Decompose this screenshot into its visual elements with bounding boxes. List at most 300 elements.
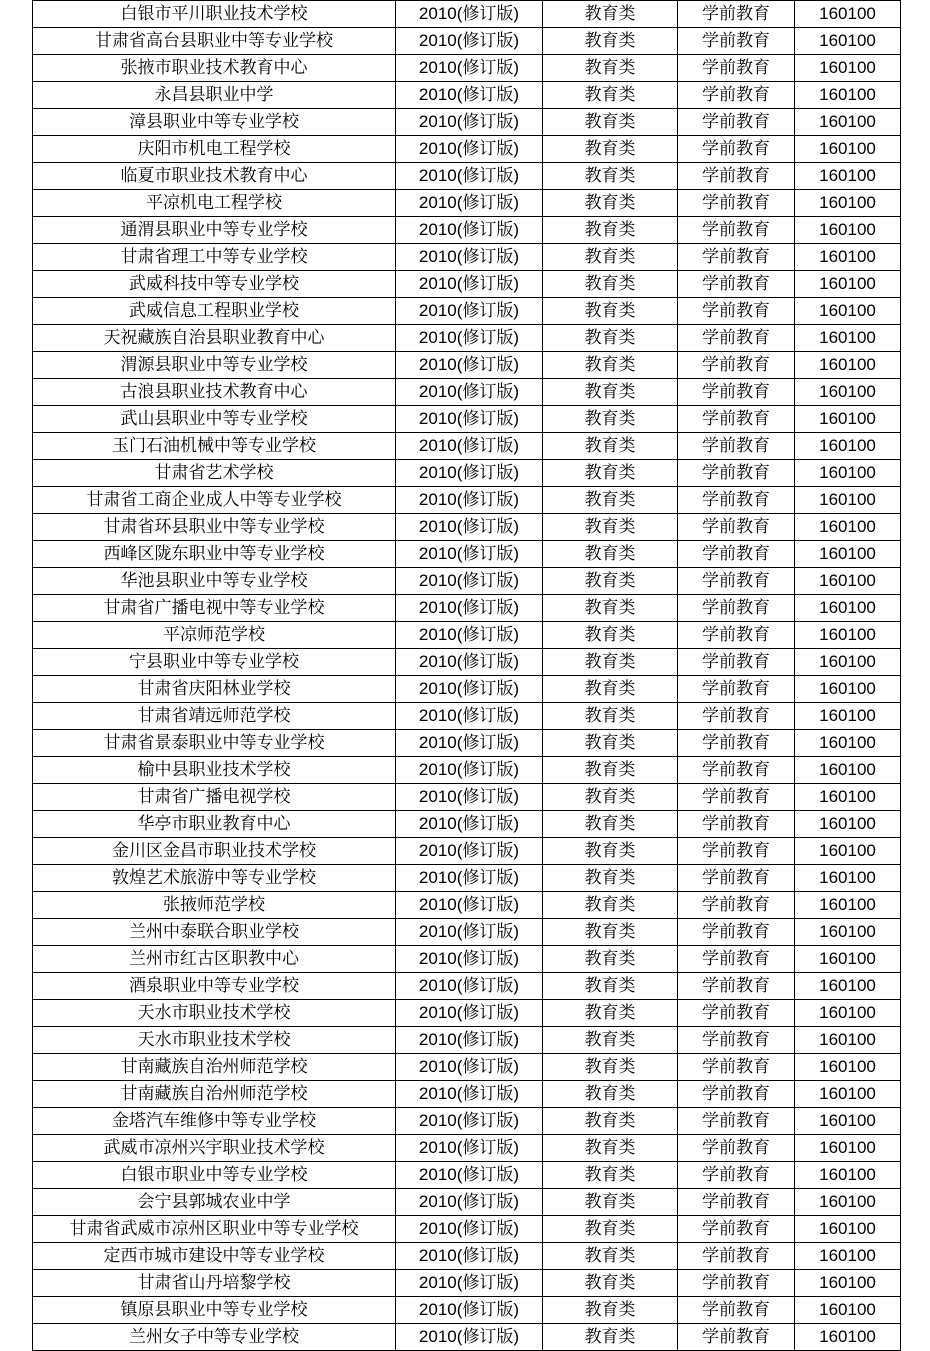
table-row [33, 1, 901, 28]
catalog-version-cell: 2010(修订版) [396, 28, 543, 55]
major-name-cell: 学前教育 [678, 1243, 795, 1270]
school-name-cell: 渭源县职业中等专业学校 [33, 352, 396, 379]
major-category-cell: 教育类 [543, 136, 678, 163]
school-name-cell: 金川区金昌市职业技术学校 [33, 838, 396, 865]
catalog-version-cell: 2010(修订版) [396, 379, 543, 406]
school-name-cell: 武威信息工程职业学校 [33, 298, 396, 325]
table-row [33, 298, 901, 325]
catalog-version-cell: 2010(修订版) [396, 1324, 543, 1351]
major-code-cell: 160100 [795, 703, 901, 730]
major-category-cell: 教育类 [543, 1108, 678, 1135]
major-category-cell: 教育类 [543, 1081, 678, 1108]
major-category-cell: 教育类 [543, 271, 678, 298]
major-category-cell: 教育类 [543, 865, 678, 892]
table-row [33, 136, 901, 163]
major-category-cell: 教育类 [543, 892, 678, 919]
school-name-cell: 武山县职业中等专业学校 [33, 406, 396, 433]
catalog-version-cell: 2010(修订版) [396, 109, 543, 136]
school-name-cell: 甘肃省靖远师范学校 [33, 703, 396, 730]
major-code-cell: 160100 [795, 190, 901, 217]
major-name-cell: 学前教育 [678, 487, 795, 514]
table-row [33, 406, 901, 433]
major-name-cell: 学前教育 [678, 649, 795, 676]
major-category-cell: 教育类 [543, 1135, 678, 1162]
major-name-cell: 学前教育 [678, 82, 795, 109]
table-row [33, 55, 901, 82]
major-category-cell: 教育类 [543, 595, 678, 622]
catalog-version-cell: 2010(修订版) [396, 298, 543, 325]
major-category-cell: 教育类 [543, 325, 678, 352]
table-row [33, 1108, 901, 1135]
table-row [33, 109, 901, 136]
major-code-cell: 160100 [795, 271, 901, 298]
major-category-cell: 教育类 [543, 460, 678, 487]
major-name-cell: 学前教育 [678, 892, 795, 919]
table-row [33, 622, 901, 649]
school-name-cell: 平凉机电工程学校 [33, 190, 396, 217]
table-row [33, 1324, 901, 1351]
major-code-cell: 160100 [795, 784, 901, 811]
catalog-version-cell: 2010(修订版) [396, 1189, 543, 1216]
school-name-cell: 古浪县职业技术教育中心 [33, 379, 396, 406]
catalog-version-cell: 2010(修订版) [396, 163, 543, 190]
major-code-cell: 160100 [795, 946, 901, 973]
major-name-cell: 学前教育 [678, 190, 795, 217]
catalog-version-cell: 2010(修订版) [396, 1000, 543, 1027]
major-code-cell: 160100 [795, 1135, 901, 1162]
school-name-cell: 甘南藏族自治州师范学校 [33, 1081, 396, 1108]
major-name-cell: 学前教育 [678, 1297, 795, 1324]
major-category-cell: 教育类 [543, 298, 678, 325]
major-name-cell: 学前教育 [678, 1081, 795, 1108]
major-name-cell: 学前教育 [678, 784, 795, 811]
major-name-cell: 学前教育 [678, 676, 795, 703]
major-code-cell: 160100 [795, 1189, 901, 1216]
table-row [33, 568, 901, 595]
major-code-cell: 160100 [795, 892, 901, 919]
major-code-cell: 160100 [795, 298, 901, 325]
major-code-cell: 160100 [795, 676, 901, 703]
catalog-version-cell: 2010(修订版) [396, 1162, 543, 1189]
major-name-cell: 学前教育 [678, 1108, 795, 1135]
major-code-cell: 160100 [795, 757, 901, 784]
school-name-cell: 武威市凉州兴宇职业技术学校 [33, 1135, 396, 1162]
catalog-version-cell: 2010(修订版) [396, 1270, 543, 1297]
major-name-cell: 学前教育 [678, 1162, 795, 1189]
table-row [33, 1135, 901, 1162]
catalog-version-cell: 2010(修订版) [396, 1108, 543, 1135]
major-name-cell: 学前教育 [678, 1270, 795, 1297]
school-name-cell: 武威科技中等专业学校 [33, 271, 396, 298]
major-code-cell: 160100 [795, 541, 901, 568]
school-name-cell: 华池县职业中等专业学校 [33, 568, 396, 595]
table-row [33, 460, 901, 487]
catalog-version-cell: 2010(修订版) [396, 55, 543, 82]
catalog-version-cell: 2010(修订版) [396, 730, 543, 757]
major-name-cell: 学前教育 [678, 271, 795, 298]
catalog-version-cell: 2010(修订版) [396, 271, 543, 298]
school-name-cell: 甘肃省工商企业成人中等专业学校 [33, 487, 396, 514]
major-code-cell: 160100 [795, 1297, 901, 1324]
major-category-cell: 教育类 [543, 163, 678, 190]
school-name-cell: 甘南藏族自治州师范学校 [33, 1054, 396, 1081]
school-name-cell: 甘肃省庆阳林业学校 [33, 676, 396, 703]
major-code-cell: 160100 [795, 811, 901, 838]
major-name-cell: 学前教育 [678, 109, 795, 136]
major-category-cell: 教育类 [543, 109, 678, 136]
catalog-version-cell: 2010(修订版) [396, 649, 543, 676]
major-code-cell: 160100 [795, 163, 901, 190]
major-code-cell: 160100 [795, 1027, 901, 1054]
major-code-cell: 160100 [795, 838, 901, 865]
school-name-cell: 临夏市职业技术教育中心 [33, 163, 396, 190]
catalog-version-cell: 2010(修订版) [396, 217, 543, 244]
major-code-cell: 160100 [795, 649, 901, 676]
major-category-cell: 教育类 [543, 649, 678, 676]
major-name-cell: 学前教育 [678, 568, 795, 595]
major-category-cell: 教育类 [543, 379, 678, 406]
major-code-cell: 160100 [795, 1162, 901, 1189]
table-row [33, 433, 901, 460]
major-code-cell: 160100 [795, 1000, 901, 1027]
major-category-cell: 教育类 [543, 1000, 678, 1027]
catalog-version-cell: 2010(修订版) [396, 838, 543, 865]
major-category-cell: 教育类 [543, 1162, 678, 1189]
major-category-cell: 教育类 [543, 1189, 678, 1216]
major-name-cell: 学前教育 [678, 406, 795, 433]
catalog-version-cell: 2010(修订版) [396, 541, 543, 568]
school-name-cell: 兰州市红古区职教中心 [33, 946, 396, 973]
catalog-version-cell: 2010(修订版) [396, 946, 543, 973]
major-category-cell: 教育类 [543, 190, 678, 217]
major-code-cell: 160100 [795, 1324, 901, 1351]
major-name-cell: 学前教育 [678, 514, 795, 541]
catalog-version-cell: 2010(修订版) [396, 460, 543, 487]
major-name-cell: 学前教育 [678, 1324, 795, 1351]
major-category-cell: 教育类 [543, 487, 678, 514]
major-code-cell: 160100 [795, 379, 901, 406]
major-name-cell: 学前教育 [678, 622, 795, 649]
major-code-cell: 160100 [795, 1270, 901, 1297]
major-code-cell: 160100 [795, 514, 901, 541]
major-name-cell: 学前教育 [678, 757, 795, 784]
school-name-cell: 定西市城市建设中等专业学校 [33, 1243, 396, 1270]
table-row [33, 244, 901, 271]
major-code-cell: 160100 [795, 460, 901, 487]
major-name-cell: 学前教育 [678, 1135, 795, 1162]
school-name-cell: 金塔汽车维修中等专业学校 [33, 1108, 396, 1135]
table-row [33, 325, 901, 352]
major-code-cell: 160100 [795, 244, 901, 271]
table-body [33, 1, 901, 1351]
major-name-cell: 学前教育 [678, 1054, 795, 1081]
major-category-cell: 教育类 [543, 784, 678, 811]
table-row [33, 541, 901, 568]
major-category-cell: 教育类 [543, 244, 678, 271]
table-row [33, 595, 901, 622]
school-name-cell: 甘肃省环县职业中等专业学校 [33, 514, 396, 541]
school-name-cell: 甘肃省广播电视中等专业学校 [33, 595, 396, 622]
major-category-cell: 教育类 [543, 1054, 678, 1081]
table-row [33, 271, 901, 298]
major-category-cell: 教育类 [543, 811, 678, 838]
school-name-cell: 甘肃省理工中等专业学校 [33, 244, 396, 271]
major-code-cell: 160100 [795, 217, 901, 244]
major-category-cell: 教育类 [543, 622, 678, 649]
major-name-cell: 学前教育 [678, 730, 795, 757]
school-name-cell: 漳县职业中等专业学校 [33, 109, 396, 136]
major-name-cell: 学前教育 [678, 973, 795, 1000]
major-name-cell: 学前教育 [678, 1216, 795, 1243]
catalog-version-cell: 2010(修订版) [396, 703, 543, 730]
catalog-version-cell: 2010(修订版) [396, 865, 543, 892]
school-name-cell: 榆中县职业技术学校 [33, 757, 396, 784]
catalog-version-cell: 2010(修订版) [396, 568, 543, 595]
catalog-version-cell: 2010(修订版) [396, 595, 543, 622]
school-name-cell: 天水市职业技术学校 [33, 1000, 396, 1027]
table-row [33, 379, 901, 406]
table-row [33, 82, 901, 109]
catalog-version-cell: 2010(修订版) [396, 1027, 543, 1054]
major-category-cell: 教育类 [543, 838, 678, 865]
catalog-version-cell: 2010(修订版) [396, 892, 543, 919]
major-name-cell: 学前教育 [678, 163, 795, 190]
catalog-version-cell: 2010(修订版) [396, 1243, 543, 1270]
major-category-cell: 教育类 [543, 55, 678, 82]
major-category-cell: 教育类 [543, 217, 678, 244]
table-row [33, 838, 901, 865]
school-name-cell: 白银市职业中等专业学校 [33, 1162, 396, 1189]
school-name-cell: 张掖师范学校 [33, 892, 396, 919]
major-category-cell: 教育类 [543, 568, 678, 595]
catalog-version-cell: 2010(修订版) [396, 352, 543, 379]
school-name-cell: 甘肃省武威市凉州区职业中等专业学校 [33, 1216, 396, 1243]
catalog-version-cell: 2010(修订版) [396, 1, 543, 28]
major-name-cell: 学前教育 [678, 55, 795, 82]
major-code-cell: 160100 [795, 919, 901, 946]
major-name-cell: 学前教育 [678, 1, 795, 28]
major-code-cell: 160100 [795, 973, 901, 1000]
major-code-cell: 160100 [795, 28, 901, 55]
school-name-cell: 庆阳市机电工程学校 [33, 136, 396, 163]
table-row [33, 649, 901, 676]
major-category-cell: 教育类 [543, 433, 678, 460]
major-name-cell: 学前教育 [678, 865, 795, 892]
table-row [33, 1027, 901, 1054]
major-code-cell: 160100 [795, 487, 901, 514]
table-row [33, 217, 901, 244]
major-code-cell: 160100 [795, 622, 901, 649]
major-code-cell: 160100 [795, 568, 901, 595]
major-name-cell: 学前教育 [678, 838, 795, 865]
catalog-version-cell: 2010(修订版) [396, 1054, 543, 1081]
table-row [33, 1243, 901, 1270]
school-name-cell: 敦煌艺术旅游中等专业学校 [33, 865, 396, 892]
major-category-cell: 教育类 [543, 82, 678, 109]
school-name-cell: 甘肃省山丹培黎学校 [33, 1270, 396, 1297]
major-category-cell: 教育类 [543, 514, 678, 541]
major-category-cell: 教育类 [543, 973, 678, 1000]
catalog-version-cell: 2010(修订版) [396, 514, 543, 541]
catalog-version-cell: 2010(修订版) [396, 973, 543, 1000]
major-category-cell: 教育类 [543, 703, 678, 730]
major-name-cell: 学前教育 [678, 541, 795, 568]
table-row [33, 1000, 901, 1027]
table-row [33, 946, 901, 973]
school-name-cell: 玉门石油机械中等专业学校 [33, 433, 396, 460]
catalog-version-cell: 2010(修订版) [396, 1135, 543, 1162]
table-row [33, 28, 901, 55]
major-name-cell: 学前教育 [678, 379, 795, 406]
major-category-cell: 教育类 [543, 1270, 678, 1297]
major-code-cell: 160100 [795, 352, 901, 379]
catalog-version-cell: 2010(修订版) [396, 1216, 543, 1243]
catalog-version-cell: 2010(修订版) [396, 919, 543, 946]
school-name-cell: 酒泉职业中等专业学校 [33, 973, 396, 1000]
table-row [33, 1081, 901, 1108]
school-name-cell: 白银市平川职业技术学校 [33, 1, 396, 28]
major-category-cell: 教育类 [543, 1324, 678, 1351]
major-code-cell: 160100 [795, 325, 901, 352]
major-category-cell: 教育类 [543, 757, 678, 784]
table-row [33, 919, 901, 946]
major-category-cell: 教育类 [543, 28, 678, 55]
major-code-cell: 160100 [795, 1108, 901, 1135]
major-name-cell: 学前教育 [678, 946, 795, 973]
school-name-cell: 兰州女子中等专业学校 [33, 1324, 396, 1351]
table-row [33, 811, 901, 838]
major-name-cell: 学前教育 [678, 919, 795, 946]
major-category-cell: 教育类 [543, 676, 678, 703]
major-category-cell: 教育类 [543, 541, 678, 568]
table-row [33, 352, 901, 379]
major-code-cell: 160100 [795, 82, 901, 109]
school-name-cell: 天水市职业技术学校 [33, 1027, 396, 1054]
catalog-version-cell: 2010(修订版) [396, 190, 543, 217]
major-category-cell: 教育类 [543, 1027, 678, 1054]
table-row [33, 514, 901, 541]
table-row [33, 973, 901, 1000]
catalog-version-cell: 2010(修订版) [396, 1297, 543, 1324]
major-code-cell: 160100 [795, 55, 901, 82]
catalog-version-cell: 2010(修订版) [396, 784, 543, 811]
major-code-cell: 160100 [795, 1, 901, 28]
major-category-cell: 教育类 [543, 919, 678, 946]
catalog-version-cell: 2010(修订版) [396, 406, 543, 433]
major-name-cell: 学前教育 [678, 136, 795, 163]
major-code-cell: 160100 [795, 433, 901, 460]
major-category-cell: 教育类 [543, 946, 678, 973]
major-category-cell: 教育类 [543, 406, 678, 433]
table-row [33, 1216, 901, 1243]
school-name-cell: 永昌县职业中学 [33, 82, 396, 109]
major-category-cell: 教育类 [543, 1216, 678, 1243]
major-category-cell: 教育类 [543, 1243, 678, 1270]
major-name-cell: 学前教育 [678, 352, 795, 379]
major-name-cell: 学前教育 [678, 433, 795, 460]
catalog-version-cell: 2010(修订版) [396, 676, 543, 703]
major-code-cell: 160100 [795, 1243, 901, 1270]
table-row [33, 1189, 901, 1216]
table-row [33, 190, 901, 217]
table-row [33, 1297, 901, 1324]
table-row [33, 1162, 901, 1189]
school-name-cell: 平凉师范学校 [33, 622, 396, 649]
school-name-cell: 兰州中泰联合职业学校 [33, 919, 396, 946]
school-name-cell: 甘肃省艺术学校 [33, 460, 396, 487]
catalog-version-cell: 2010(修订版) [396, 1081, 543, 1108]
major-category-cell: 教育类 [543, 1, 678, 28]
catalog-version-cell: 2010(修订版) [396, 136, 543, 163]
table-row [33, 1054, 901, 1081]
school-name-cell: 宁县职业中等专业学校 [33, 649, 396, 676]
major-code-cell: 160100 [795, 406, 901, 433]
major-code-cell: 160100 [795, 730, 901, 757]
school-name-cell: 张掖市职业技术教育中心 [33, 55, 396, 82]
school-major-table [32, 0, 901, 1351]
major-name-cell: 学前教育 [678, 703, 795, 730]
school-name-cell: 华亭市职业教育中心 [33, 811, 396, 838]
major-code-cell: 160100 [795, 1216, 901, 1243]
school-name-cell: 通渭县职业中等专业学校 [33, 217, 396, 244]
table-row [33, 487, 901, 514]
major-name-cell: 学前教育 [678, 811, 795, 838]
major-category-cell: 教育类 [543, 352, 678, 379]
catalog-version-cell: 2010(修订版) [396, 433, 543, 460]
major-code-cell: 160100 [795, 1081, 901, 1108]
major-name-cell: 学前教育 [678, 244, 795, 271]
school-name-cell: 甘肃省景泰职业中等专业学校 [33, 730, 396, 757]
catalog-version-cell: 2010(修订版) [396, 82, 543, 109]
major-name-cell: 学前教育 [678, 460, 795, 487]
school-name-cell: 甘肃省高台县职业中等专业学校 [33, 28, 396, 55]
catalog-version-cell: 2010(修订版) [396, 757, 543, 784]
table-row [33, 784, 901, 811]
catalog-version-cell: 2010(修订版) [396, 244, 543, 271]
school-name-cell: 天祝藏族自治县职业教育中心 [33, 325, 396, 352]
table-row [33, 1270, 901, 1297]
table-row [33, 757, 901, 784]
catalog-version-cell: 2010(修订版) [396, 811, 543, 838]
major-code-cell: 160100 [795, 1054, 901, 1081]
table-row [33, 703, 901, 730]
catalog-version-cell: 2010(修订版) [396, 487, 543, 514]
major-code-cell: 160100 [795, 595, 901, 622]
major-code-cell: 160100 [795, 136, 901, 163]
catalog-version-cell: 2010(修订版) [396, 325, 543, 352]
major-name-cell: 学前教育 [678, 217, 795, 244]
major-code-cell: 160100 [795, 109, 901, 136]
table-row [33, 730, 901, 757]
school-name-cell: 会宁县郭城农业中学 [33, 1189, 396, 1216]
table-row [33, 163, 901, 190]
school-name-cell: 甘肃省广播电视学校 [33, 784, 396, 811]
major-name-cell: 学前教育 [678, 595, 795, 622]
school-name-cell: 镇原县职业中等专业学校 [33, 1297, 396, 1324]
table-row [33, 865, 901, 892]
major-code-cell: 160100 [795, 865, 901, 892]
table-row [33, 892, 901, 919]
major-name-cell: 学前教育 [678, 1000, 795, 1027]
table-row [33, 676, 901, 703]
major-category-cell: 教育类 [543, 1297, 678, 1324]
major-name-cell: 学前教育 [678, 1189, 795, 1216]
school-name-cell: 西峰区陇东职业中等专业学校 [33, 541, 396, 568]
catalog-version-cell: 2010(修订版) [396, 622, 543, 649]
major-name-cell: 学前教育 [678, 28, 795, 55]
major-name-cell: 学前教育 [678, 298, 795, 325]
major-name-cell: 学前教育 [678, 1027, 795, 1054]
